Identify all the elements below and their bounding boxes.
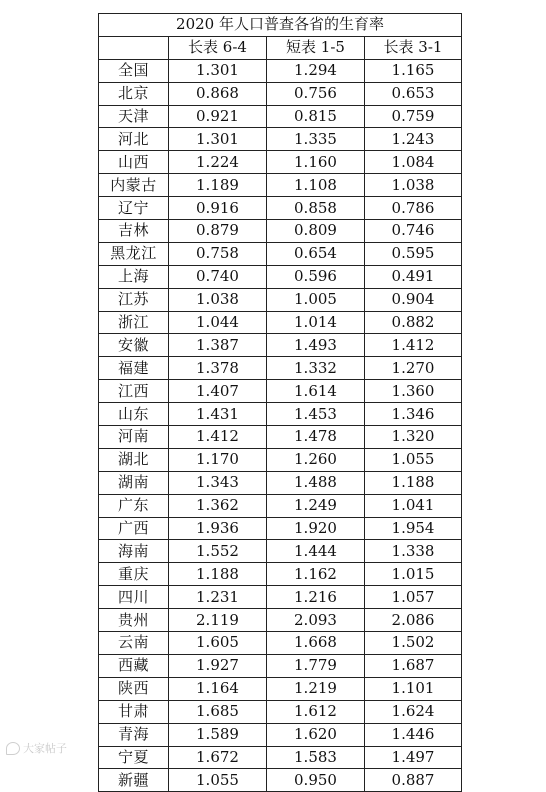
- rate-cell: 1.015: [365, 563, 462, 586]
- rate-cell: 1.189: [169, 174, 267, 197]
- rate-cell: 0.595: [365, 242, 462, 265]
- table-row: [99, 220, 462, 243]
- rate-cell: 1.614: [267, 380, 365, 403]
- rate-cell: 1.101: [365, 677, 462, 700]
- rate-cell: 1.243: [365, 128, 462, 151]
- rate-cell: 1.589: [169, 723, 267, 746]
- table-row: [99, 265, 462, 288]
- table-row: [99, 471, 462, 494]
- rate-cell: 1.954: [365, 517, 462, 540]
- rate-cell: 1.216: [267, 586, 365, 609]
- rate-cell: 1.162: [267, 563, 365, 586]
- rate-cell: 2.119: [169, 609, 267, 632]
- rate-cell: 0.879: [169, 220, 267, 243]
- rate-cell: 1.446: [365, 723, 462, 746]
- title-row: [99, 14, 462, 37]
- rate-cell: 1.055: [169, 769, 267, 792]
- rate-cell: 1.360: [365, 380, 462, 403]
- rate-cell: 0.921: [169, 105, 267, 128]
- province-cell: 重庆: [99, 563, 169, 586]
- province-cell: 山西: [99, 151, 169, 174]
- province-cell: 河南: [99, 426, 169, 449]
- rate-cell: 1.188: [169, 563, 267, 586]
- table-row: [99, 746, 462, 769]
- rate-cell: 0.596: [267, 265, 365, 288]
- rate-cell: 0.756: [267, 82, 365, 105]
- province-cell: 山东: [99, 403, 169, 426]
- table-row: [99, 357, 462, 380]
- rate-cell: 1.362: [169, 494, 267, 517]
- rate-cell: 1.188: [365, 471, 462, 494]
- rate-cell: 1.920: [267, 517, 365, 540]
- header-cell-long-6-4: 长表 6-4: [169, 36, 267, 59]
- table-row: [99, 403, 462, 426]
- province-cell: 西藏: [99, 654, 169, 677]
- rate-cell: 0.868: [169, 82, 267, 105]
- province-cell: 青海: [99, 723, 169, 746]
- rate-cell: 1.779: [267, 654, 365, 677]
- province-cell: 辽宁: [99, 197, 169, 220]
- rate-cell: 1.038: [169, 288, 267, 311]
- table-row: [99, 769, 462, 792]
- table-row: [99, 586, 462, 609]
- rate-cell: 1.055: [365, 448, 462, 471]
- rate-cell: 1.270: [365, 357, 462, 380]
- rate-cell: 1.343: [169, 471, 267, 494]
- rate-cell: 1.164: [169, 677, 267, 700]
- rate-cell: 1.249: [267, 494, 365, 517]
- rate-cell: 0.746: [365, 220, 462, 243]
- province-cell: 广东: [99, 494, 169, 517]
- province-cell: 全国: [99, 59, 169, 82]
- province-cell: 贵州: [99, 609, 169, 632]
- rate-cell: 0.858: [267, 197, 365, 220]
- table-row: [99, 174, 462, 197]
- rate-cell: 1.301: [169, 59, 267, 82]
- rate-cell: 0.809: [267, 220, 365, 243]
- rate-cell: 1.044: [169, 311, 267, 334]
- table-row: [99, 540, 462, 563]
- rate-cell: 1.412: [365, 334, 462, 357]
- rate-cell: 2.093: [267, 609, 365, 632]
- rate-cell: 0.916: [169, 197, 267, 220]
- rate-cell: 1.478: [267, 426, 365, 449]
- rate-cell: 1.346: [365, 403, 462, 426]
- rate-cell: 2.086: [365, 609, 462, 632]
- table-row: [99, 288, 462, 311]
- rate-cell: 1.444: [267, 540, 365, 563]
- rate-cell: 1.668: [267, 632, 365, 655]
- rate-cell: 1.170: [169, 448, 267, 471]
- province-cell: 四川: [99, 586, 169, 609]
- table-row: [99, 632, 462, 655]
- rate-cell: 1.160: [267, 151, 365, 174]
- table-row: [99, 311, 462, 334]
- table-row: [99, 494, 462, 517]
- table-row: [99, 82, 462, 105]
- rate-cell: 1.231: [169, 586, 267, 609]
- rate-cell: 1.332: [267, 357, 365, 380]
- rate-cell: 1.301: [169, 128, 267, 151]
- rate-cell: 0.887: [365, 769, 462, 792]
- province-cell: 吉林: [99, 220, 169, 243]
- rate-cell: 0.950: [267, 769, 365, 792]
- table-row: [99, 563, 462, 586]
- table-row: [99, 59, 462, 82]
- watermark: [6, 740, 67, 756]
- province-cell: 江苏: [99, 288, 169, 311]
- rate-cell: 1.497: [365, 746, 462, 769]
- province-cell: 浙江: [99, 311, 169, 334]
- rate-cell: 1.294: [267, 59, 365, 82]
- province-cell: 陕西: [99, 677, 169, 700]
- province-cell: 宁夏: [99, 746, 169, 769]
- rate-cell: 1.412: [169, 426, 267, 449]
- rate-cell: 0.786: [365, 197, 462, 220]
- province-cell: 天津: [99, 105, 169, 128]
- fertility-table: [98, 13, 462, 792]
- province-cell: 新疆: [99, 769, 169, 792]
- table-row: [99, 723, 462, 746]
- rate-cell: 0.740: [169, 265, 267, 288]
- table-row: [99, 426, 462, 449]
- rate-cell: 0.882: [365, 311, 462, 334]
- rate-cell: 1.620: [267, 723, 365, 746]
- table-row: [99, 517, 462, 540]
- table-row: [99, 654, 462, 677]
- rate-cell: 1.260: [267, 448, 365, 471]
- rate-cell: 0.759: [365, 105, 462, 128]
- rate-cell: 1.387: [169, 334, 267, 357]
- table-row: [99, 448, 462, 471]
- table-row: [99, 105, 462, 128]
- province-cell: 湖南: [99, 471, 169, 494]
- province-cell: 云南: [99, 632, 169, 655]
- table-row: [99, 128, 462, 151]
- rate-cell: 1.431: [169, 403, 267, 426]
- table-title: 2020 年人口普查各省的生育率: [99, 14, 462, 37]
- province-cell: 湖北: [99, 448, 169, 471]
- province-cell: 甘肃: [99, 700, 169, 723]
- province-cell: 北京: [99, 82, 169, 105]
- rate-cell: 1.320: [365, 426, 462, 449]
- rate-cell: 1.014: [267, 311, 365, 334]
- rate-cell: 1.552: [169, 540, 267, 563]
- table-row: [99, 700, 462, 723]
- rate-cell: 1.493: [267, 334, 365, 357]
- rate-cell: 1.041: [365, 494, 462, 517]
- province-cell: 黑龙江: [99, 242, 169, 265]
- rate-cell: 1.502: [365, 632, 462, 655]
- table-row: [99, 609, 462, 632]
- province-cell: 福建: [99, 357, 169, 380]
- header-cell-blank: [99, 36, 169, 59]
- rate-cell: 1.687: [365, 654, 462, 677]
- header-row: [99, 36, 462, 59]
- rate-cell: 1.605: [169, 632, 267, 655]
- province-cell: 上海: [99, 265, 169, 288]
- province-cell: 海南: [99, 540, 169, 563]
- rate-cell: 1.038: [365, 174, 462, 197]
- table-row: [99, 197, 462, 220]
- rate-cell: 1.407: [169, 380, 267, 403]
- rate-cell: 1.672: [169, 746, 267, 769]
- rate-cell: 0.758: [169, 242, 267, 265]
- rate-cell: 1.335: [267, 128, 365, 151]
- table-row: [99, 242, 462, 265]
- table-row: [99, 677, 462, 700]
- table-row: [99, 334, 462, 357]
- table-row: [99, 380, 462, 403]
- rate-cell: 0.491: [365, 265, 462, 288]
- rate-cell: 1.005: [267, 288, 365, 311]
- rate-cell: 0.815: [267, 105, 365, 128]
- rate-cell: 0.904: [365, 288, 462, 311]
- province-cell: 安徽: [99, 334, 169, 357]
- rate-cell: 1.378: [169, 357, 267, 380]
- rate-cell: 1.583: [267, 746, 365, 769]
- rate-cell: 0.653: [365, 82, 462, 105]
- rate-cell: 0.654: [267, 242, 365, 265]
- header-cell-long-3-1: 长表 3-1: [365, 36, 462, 59]
- rate-cell: 1.927: [169, 654, 267, 677]
- rate-cell: 1.224: [169, 151, 267, 174]
- rate-cell: 1.936: [169, 517, 267, 540]
- rate-cell: 1.624: [365, 700, 462, 723]
- header-cell-short-1-5: 短表 1-5: [267, 36, 365, 59]
- province-cell: 广西: [99, 517, 169, 540]
- rate-cell: 1.219: [267, 677, 365, 700]
- rate-cell: 1.685: [169, 700, 267, 723]
- rate-cell: 1.084: [365, 151, 462, 174]
- province-cell: 内蒙古: [99, 174, 169, 197]
- rate-cell: 1.108: [267, 174, 365, 197]
- rate-cell: 1.057: [365, 586, 462, 609]
- rate-cell: 1.612: [267, 700, 365, 723]
- rate-cell: 1.165: [365, 59, 462, 82]
- rate-cell: 1.338: [365, 540, 462, 563]
- watermark-text: 大家帖子: [23, 742, 67, 755]
- table-row: [99, 151, 462, 174]
- rate-cell: 1.488: [267, 471, 365, 494]
- province-cell: 江西: [99, 380, 169, 403]
- rate-cell: 1.453: [267, 403, 365, 426]
- province-cell: 河北: [99, 128, 169, 151]
- watermark-logo-icon: [6, 742, 20, 755]
